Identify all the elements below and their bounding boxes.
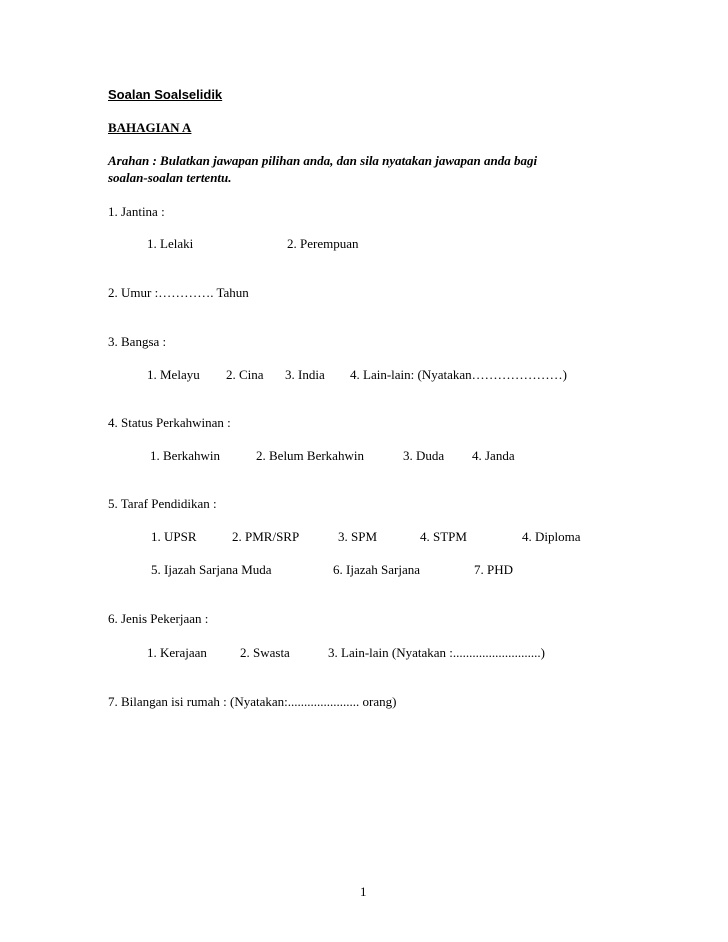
q5-option-upsr[interactable]: 1. UPSR xyxy=(151,529,197,544)
document-title: Soalan Soalselidik xyxy=(108,87,223,102)
q3-option-india[interactable]: 3. India xyxy=(285,367,325,382)
question-3-label: 3. Bangsa : xyxy=(108,334,167,349)
q6-option-kerajaan[interactable]: 1. Kerajaan xyxy=(147,645,207,660)
question-6-label: 6. Jenis Pekerjaan : xyxy=(108,611,209,626)
question-1-label: 1. Jantina : xyxy=(108,204,165,219)
q5-option-diploma[interactable]: 4. Diploma xyxy=(522,529,581,544)
q5-option-pmr-srp[interactable]: 2. PMR/SRP xyxy=(232,529,300,544)
question-5-label: 5. Taraf Pendidikan : xyxy=(108,496,217,511)
q3-option-lain-lain[interactable]: 4. Lain-lain: (Nyatakan…………………) xyxy=(350,367,567,382)
page-number: 1 xyxy=(360,884,367,899)
q5-option-ijazah-sarjana-muda[interactable]: 5. Ijazah Sarjana Muda xyxy=(151,562,272,577)
question-7-bilangan-isi-rumah[interactable]: 7. Bilangan isi rumah : (Nyatakan:...................... orang) xyxy=(108,694,397,709)
q3-option-melayu[interactable]: 1. Melayu xyxy=(147,367,200,382)
q4-option-berkahwin[interactable]: 1. Berkahwin xyxy=(150,448,221,463)
q5-option-phd[interactable]: 7. PHD xyxy=(474,562,514,577)
instructions-line-1: Arahan : Bulatkan jawapan pilihan anda, dan sila nyatakan jawapan anda bagi xyxy=(108,153,538,168)
q4-option-duda[interactable]: 3. Duda xyxy=(403,448,445,463)
q5-option-stpm[interactable]: 4. STPM xyxy=(420,529,467,544)
q6-option-swasta[interactable]: 2. Swasta xyxy=(240,645,290,660)
question-2-umur[interactable]: 2. Umur :…………. Tahun xyxy=(108,285,249,300)
q4-option-janda[interactable]: 4. Janda xyxy=(472,448,515,463)
q3-option-cina[interactable]: 2. Cina xyxy=(226,367,264,382)
q1-option-lelaki[interactable]: 1. Lelaki xyxy=(147,236,194,251)
instructions-line-2: soalan-soalan tertentu. xyxy=(108,170,232,185)
q1-option-perempuan[interactable]: 2. Perempuan xyxy=(287,236,359,251)
q4-option-belum-berkahwin[interactable]: 2. Belum Berkahwin xyxy=(256,448,364,463)
section-heading: BAHAGIAN A xyxy=(108,120,192,135)
q6-option-lain-lain[interactable]: 3. Lain-lain (Nyatakan :...........................) xyxy=(328,645,545,660)
question-4-label: 4. Status Perkahwinan : xyxy=(108,415,231,430)
q5-option-ijazah-sarjana[interactable]: 6. Ijazah Sarjana xyxy=(333,562,420,577)
q5-option-spm[interactable]: 3. SPM xyxy=(338,529,378,544)
